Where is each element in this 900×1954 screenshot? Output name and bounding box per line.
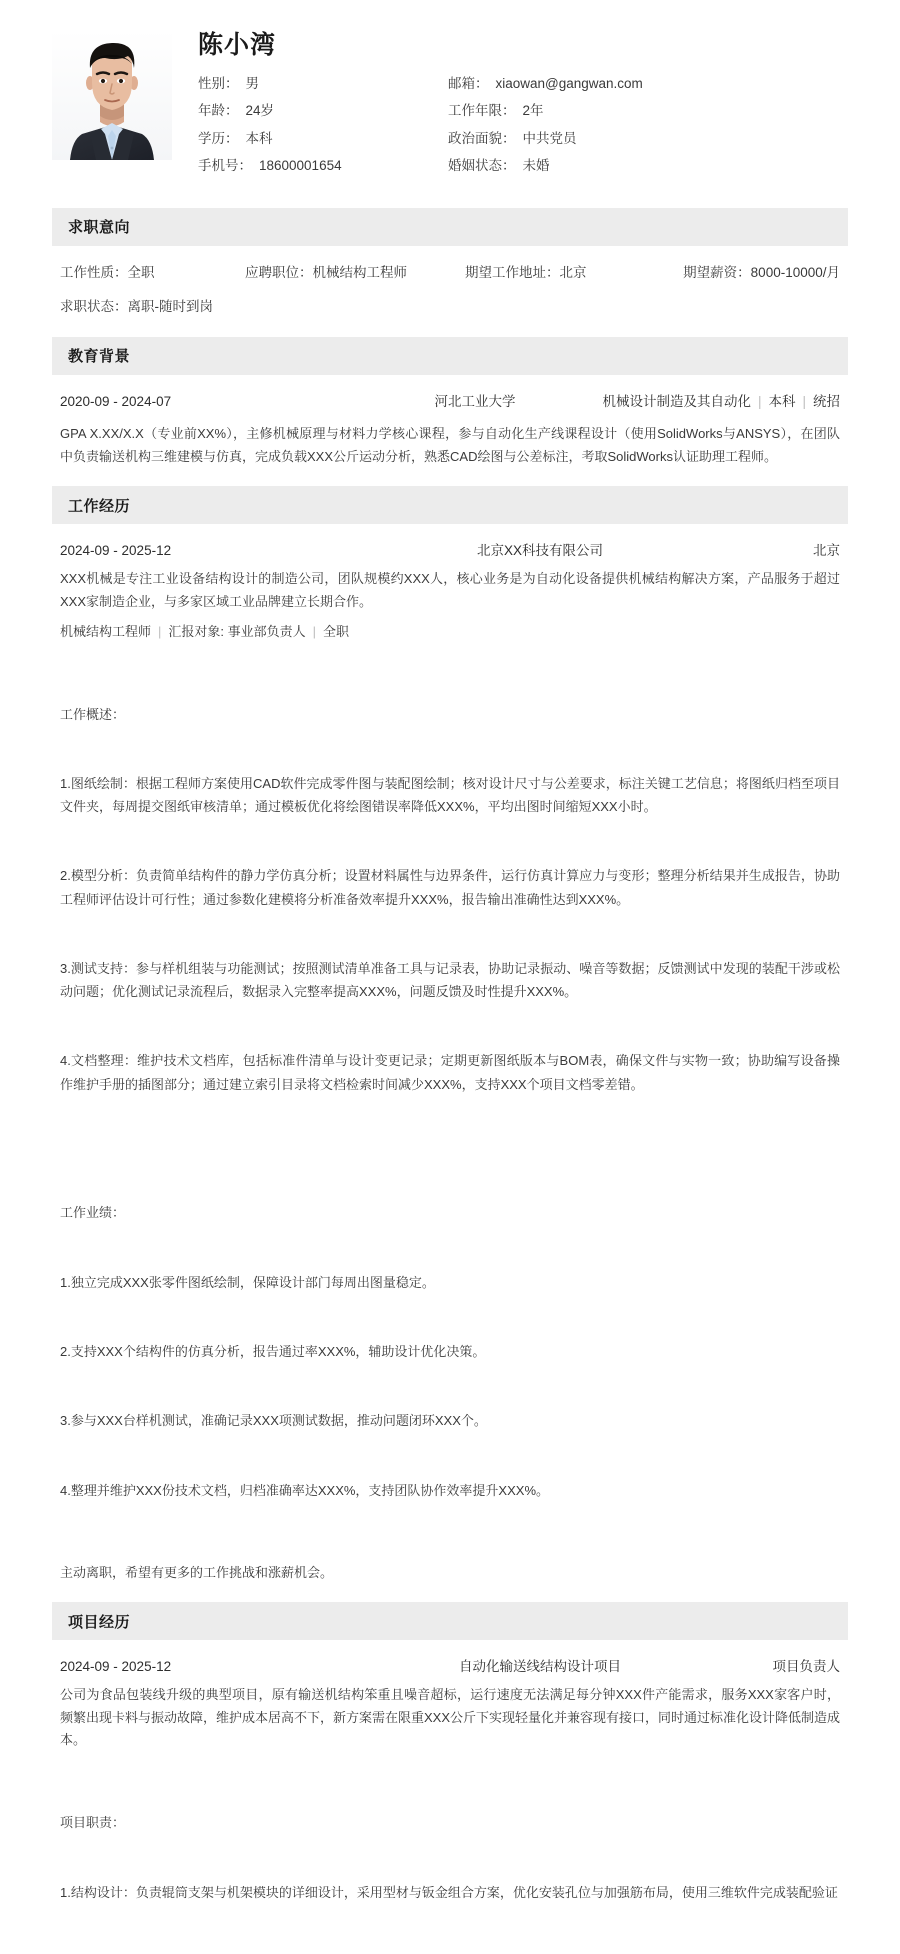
work-overview-item: 4.文档整理：维护技术文档库，包括标准件清单与设计变更记录；定期更新图纸版本与BOM表，确保文件与实物一致；协助编写设备操作维护手册的插图部分；通过建立索引目录将文档检索时间减少XXX%，支持XXX个项目文档零差错。 <box>60 1053 840 1092</box>
job-intention-status <box>60 296 213 319</box>
project-name: 自动化输送线结构设计项目 <box>459 1659 621 1675</box>
job-intention-salary-label: 期望薪资： <box>683 264 751 280</box>
work-overview-item: 1.图纸绘制：根据工程师方案使用CAD软件完成零件图与装配图绘制；核对设计尺寸与公差要求，标注关键工艺信息；将图纸归档至项目文件夹，每周提交图纸审核清单；通过模板优化将绘图错误率降低XXX%，平均出图时间缩短XXX小时。 <box>60 775 840 815</box>
profile-field-gender <box>198 74 448 94</box>
profile-field-marital-label: 婚姻状态： <box>448 158 516 174</box>
work-location: 北京 <box>813 543 840 559</box>
job-intention-salary-value: 8000-10000/月 <box>750 264 840 280</box>
profile-field-political-value: 中共党员 <box>522 130 577 146</box>
education-degree: 本科 <box>768 393 796 409</box>
profile-field-marital-value: 未婚 <box>522 158 550 174</box>
profile-field-email <box>448 74 848 94</box>
profile-field-phone <box>198 156 448 176</box>
job-intention-status-value: 离职-随时到岗 <box>127 298 213 314</box>
work-company-intro: XXX机械是专注工业设备结构设计的制造公司，团队规模约XXX人，核心业务是为自动化设备提供机械结构解决方案，产品服务于超过XXX家制造企业，与多家区域工业品牌建立长期合作。 <box>60 570 840 609</box>
separator-icon: | <box>158 624 162 640</box>
job-intention-position <box>245 262 465 285</box>
education-major: 机械设计制造及其自动化 <box>602 393 751 409</box>
job-intention-nature-value: 全职 <box>127 264 155 280</box>
job-intention-position-label: 应聘职位： <box>245 264 313 280</box>
job-intention-salary <box>640 262 840 285</box>
job-intention-row-2 <box>60 296 840 319</box>
profile-field-email-value: xiaowan@gangwan.com <box>495 75 643 91</box>
separator-icon: | <box>802 393 806 409</box>
work-achievement-item: 4.整理并维护XXX份技术文档，归档准确率达XXX%，支持团队协作效率提升XXX%。 <box>60 1482 549 1498</box>
job-intention-row-1 <box>60 262 840 285</box>
work-overview-item: 2.模型分析：负责简单结构件的静力学仿真分析；设置材料属性与边界条件，运行仿真计算应力与变形；整理分析结果并生成报告，协助工程师评估设计可行性；通过参数化建模将分析准备效率提升XXX%，报告输出准确性达到XXX%。 <box>60 868 840 907</box>
section-header-job-intention <box>52 208 848 246</box>
profile-field-political-label: 政治面貌： <box>448 130 516 146</box>
profile-field-gender-label: 性别： <box>198 75 239 91</box>
job-intention-nature <box>60 262 245 285</box>
resume-header <box>0 0 900 194</box>
page-title: 陈小湾 <box>198 31 277 59</box>
section-body-education <box>52 375 848 473</box>
section-project-experience <box>0 1602 900 1954</box>
profile-field-gender-value: 男 <box>245 75 259 91</box>
work-overview-item: 3.测试支持：参与样机组装与功能测试；按照测试清单准备工具与记录表，协助记录振动、噪音等数据；反馈测试中发现的装配干涉或松动问题；优化测试记录流程后，数据录入完整率提高XXX%，问题反馈及时性提升XXX%。 <box>60 960 840 1000</box>
section-title-work-experience: 工作经历 <box>68 497 131 515</box>
education-detail <box>590 391 840 413</box>
section-body-work-experience <box>52 524 848 1588</box>
education-school: 河北工业大学 <box>434 393 516 409</box>
work-achievement-item: 2.支持XXX个结构件的仿真分析，报告通过率XXX%，辅助设计优化决策。 <box>60 1343 486 1359</box>
avatar <box>52 30 172 160</box>
profile-field-experience <box>448 101 848 121</box>
profile-field-phone-label: 手机号： <box>198 158 252 174</box>
section-title-project-experience: 项目经历 <box>68 1613 131 1631</box>
job-intention-nature-label: 工作性质： <box>60 264 128 280</box>
profile-info-grid <box>198 74 848 176</box>
job-intention-location-label: 期望工作地址： <box>465 264 560 280</box>
section-education <box>0 337 900 473</box>
work-achievement-block <box>60 1155 840 1548</box>
work-achievement-item: 1.独立完成XXX张零件图纸绘制，保障设计部门每周出图量稳定。 <box>60 1274 435 1290</box>
section-title-education: 教育背景 <box>68 348 131 366</box>
job-intention-location <box>465 262 640 285</box>
profile-field-age <box>198 101 448 121</box>
profile-field-education-value: 本科 <box>245 130 273 146</box>
section-job-intention <box>0 208 900 323</box>
profile-field-education <box>198 129 448 149</box>
project-background: 公司为食品包装线升级的典型项目，原有输送机结构笨重且噪音超标，运行速度无法满足每分钟XXX件产能需求，服务XXX家客户时，频繁出现卡料与振动故障，维护成本居高不下，新方案需在限重XXX公斤下实现轻量化并兼容现有接口，同时通过标准化设计降低制造成本。 <box>60 1686 841 1748</box>
work-report-to: 汇报对象: 事业部负责人 <box>168 624 306 640</box>
section-header-work-experience <box>52 486 848 524</box>
project-role: 项目负责人 <box>772 1659 840 1675</box>
work-achievement-item: 3.参与XXX台样机测试，准确记录XXX项测试数据，推动问题闭环XXX个。 <box>60 1413 487 1429</box>
job-intention-location-value: 北京 <box>559 264 587 280</box>
education-admission: 统招 <box>813 393 840 409</box>
project-entry-row <box>60 1656 840 1678</box>
section-body-project-experience <box>52 1640 848 1954</box>
work-overview-title: 工作概述： <box>60 706 126 722</box>
header-info <box>198 30 848 176</box>
section-header-project-experience <box>52 1602 848 1640</box>
project-duty-block <box>60 1765 840 1950</box>
profile-field-experience-label: 工作年限： <box>448 103 516 119</box>
work-role-line <box>60 622 840 643</box>
profile-field-email-label: 邮箱： <box>448 75 489 91</box>
section-header-education <box>52 337 848 375</box>
section-work-experience <box>0 486 900 1588</box>
profile-field-experience-value: 2年 <box>522 103 544 119</box>
profile-field-political <box>448 129 848 149</box>
id-photo-illustration <box>52 30 172 160</box>
work-job-type: 全职 <box>323 624 350 640</box>
work-entry-row <box>60 540 840 562</box>
work-achievement-title: 工作业绩： <box>60 1205 126 1221</box>
project-duty-item: 1.结构设计：负责辊筒支架与机架模块的详细设计，采用型材与钣金组合方案，优化安装孔位与加强筋布局，使用三维软件完成装配验证 <box>60 1884 838 1900</box>
profile-field-age-label: 年龄： <box>198 103 239 119</box>
profile-field-phone-value: 18600001654 <box>259 158 342 174</box>
profile-field-education-label: 学历： <box>198 130 239 146</box>
education-entry-row <box>60 391 840 413</box>
work-leave-reason: 主动离职，希望有更多的工作挑战和涨薪机会。 <box>60 1565 334 1581</box>
work-overview-block <box>60 656 840 1142</box>
education-date: 2020-09 - 2024-07 <box>60 393 172 409</box>
job-intention-status-label: 求职状态： <box>60 298 128 314</box>
job-intention-position-value: 机械结构工程师 <box>312 264 407 280</box>
section-title-job-intention: 求职意向 <box>68 219 131 237</box>
profile-field-marital <box>448 156 848 176</box>
separator-icon: | <box>312 624 317 640</box>
work-role-title: 机械结构工程师 <box>60 624 152 640</box>
separator-icon: | <box>757 393 762 409</box>
education-description: GPA X.XX/X.X（专业前XX%），主修机械原理与材料力学核心课程，参与自动化生产线课程设计（使用SolidWorks与ANSYS），在团队中负责输送机构三维建模与仿真，完成负载XXX公斤运动分析，熟悉CAD绘图与公差标注，考取SolidWorks认证助理工程师。 <box>60 425 840 464</box>
work-company: 北京XX科技有限公司 <box>476 543 603 559</box>
section-body-job-intention <box>52 246 848 323</box>
project-duty-title: 项目职责： <box>60 1815 126 1831</box>
project-date: 2024-09 - 2025-12 <box>60 1659 172 1675</box>
work-date: 2024-09 - 2025-12 <box>60 543 172 559</box>
profile-field-age-value: 24岁 <box>245 103 275 119</box>
